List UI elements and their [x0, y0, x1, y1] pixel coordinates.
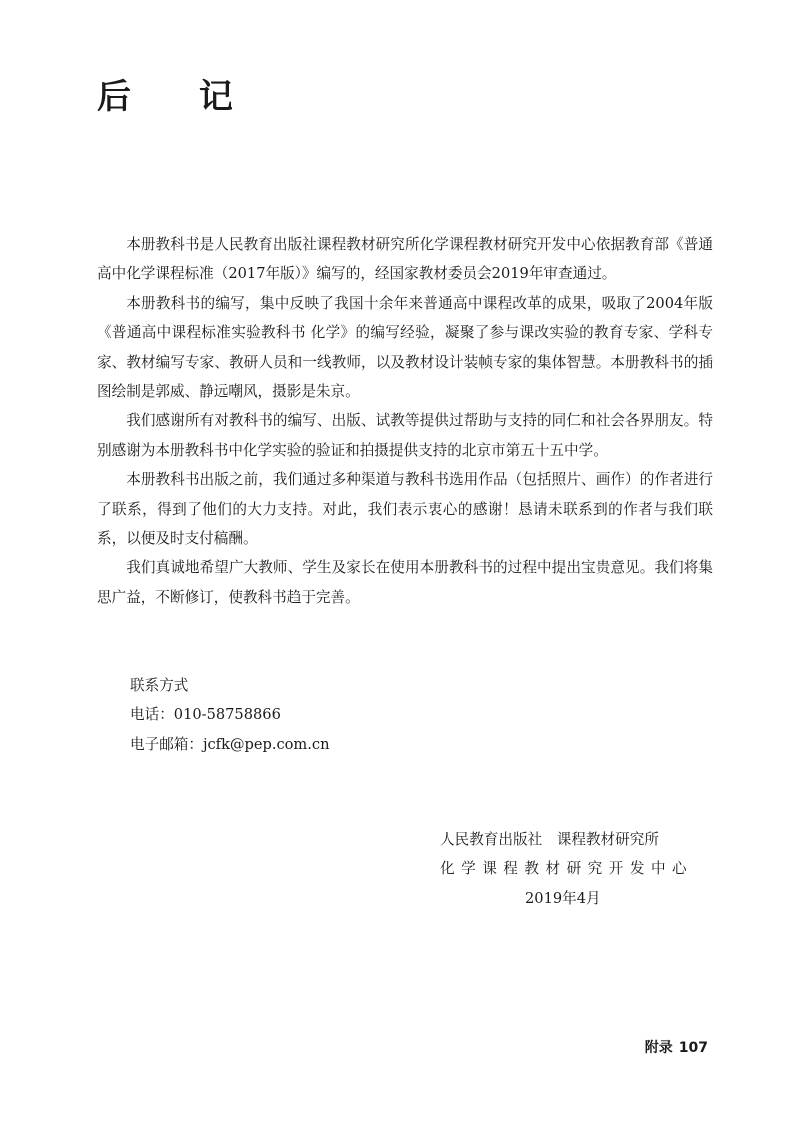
contact-heading: 联系方式 [130, 677, 189, 694]
signature-center: 化学课程教材研究开发中心 [440, 860, 694, 878]
page-number: 107 [678, 1040, 708, 1056]
footer-section-label: 附录 [644, 1040, 673, 1056]
paragraph: 本册教科书的编写，集中反映了我国十余年来普通高中课程改革的成果，吸取了2004年版《普通高中课程标准实验教科书 化学》的编写经验，凝聚了参与课改实验的教育专家、学科专家、教材编写专家、教研人员和一线教师，以及教材设计装帧专家的集体智慧。本册教科书的插图绘制是郭威、静远嘲风，摄影是朱京。 [97, 294, 713, 401]
contact-email: 电子邮箱：jcfk@pep.com.cn [130, 735, 330, 753]
contact-info [130, 671, 329, 759]
paragraph: 本册教科书是人民教育出版社课程教材研究所化学课程教材研究开发中心依据教育部《普通高中化学课程标准（2017年版）》编写的，经国家教材委员会2019年审查通过。 [97, 236, 713, 283]
body-text [97, 230, 713, 612]
signature [440, 825, 694, 913]
contact-phone: 电话：010-58758866 [130, 706, 281, 724]
paragraph: 本册教科书出版之前，我们通过多种渠道与教科书选用作品（包括照片、画作）的作者进行了联系，得到了他们的大力支持。对此，我们表示衷心的感谢！恳请未联系到的作者与我们联系，以便及时支付稿酬。 [97, 471, 713, 548]
paragraph: 我们感谢所有对教科书的编写、出版、试教等提供过帮助与支持的同仁和社会各界朋友。特别感谢为本册教科书中化学实验的验证和拍摄提供支持的北京市第五十五中学。 [97, 412, 713, 459]
page-footer [645, 1037, 708, 1057]
paragraph: 我们真诚地希望广大教师、学生及家长在使用本册教科书的过程中提出宝贵意见。我们将集思广益，不断修订，使教科书趋于完善。 [97, 559, 713, 606]
signature-date: 2019年4月 [525, 889, 601, 907]
page-title: 后 记 [97, 77, 261, 117]
signature-publisher: 人民教育出版社 课程教材研究所 [440, 831, 659, 848]
